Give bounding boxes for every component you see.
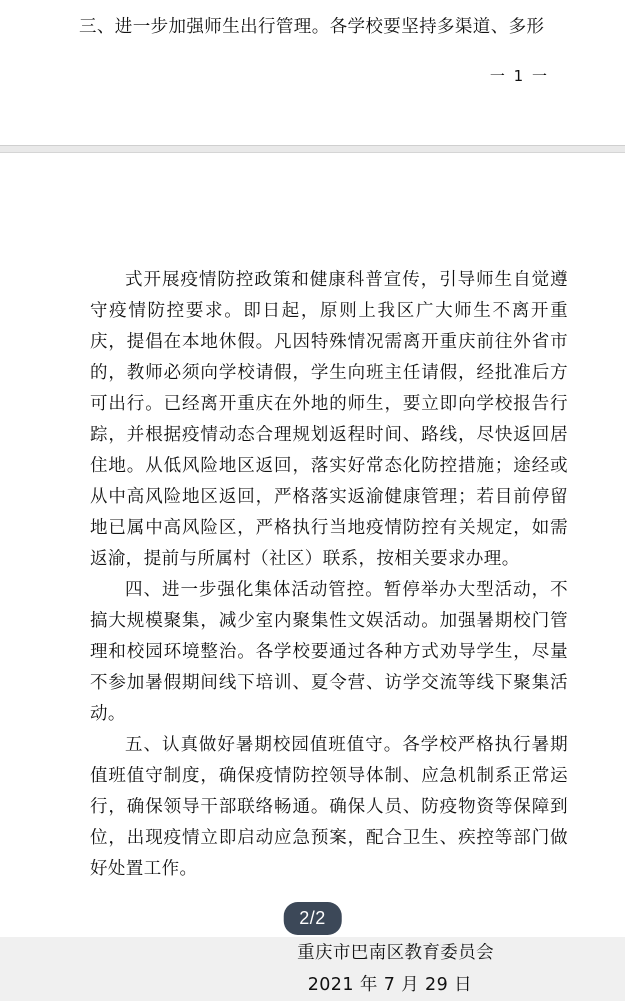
issuing-organization: 重庆市巴南区教育委员会: [297, 943, 494, 963]
previous-page-number: 一 1 一: [489, 67, 549, 85]
page-content: [0, 265, 625, 1001]
signature-block: [90, 937, 568, 1001]
issue-date: 2021 年 7 月 29 日: [307, 975, 472, 995]
previous-page-paragraph: 三、进一步加强师生出行管理。各学校要坚持多渠道、多形: [79, 17, 545, 37]
page-indicator-badge: 2/2: [283, 902, 342, 935]
paragraph-continuation: 式开展疫情防控政策和健康科普宣传，引导师生自觉遵守疫情防控要求。即日起，原则上我区广大师生不离开重庆，提倡在本地休假。凡因特殊情况需离开重庆前往外省市的，教师必须向学校请假，学生向班主任请假，经批准后方可出行。已经离开重庆在外地的师生，要立即向学校报告行踪，并根据疫情动态合理规划返程时间、路线，尽快返回居住地。从低风险地区返回，落实好常态化防控措施；途经或从中高风险地区返回，严格落实返渝健康管理；若目前停留地已属中高风险区，严格执行当地疫情防控有关规定，如需返渝，提前与所属村（社区）联系，按相关要求办理。: [90, 270, 568, 569]
page-top-margin: [0, 153, 625, 265]
previous-page-fragment: [0, 0, 625, 146]
paragraph-item-four: 四、进一步强化集体活动管控。暂停举办大型活动，不搞大规模聚集，减少室内聚集性文娱活动。加强暑期校门管理和校园环境整治。各学校要通过各种方式劝导学生，尽量不参加暑假期间线下培训、夏令营、访学交流等线下聚集活动。: [90, 580, 568, 724]
paragraph-item-five: 五、认真做好暑期校园值班值守。各学校严格执行暑期值班值守制度，确保疫情防控领导体制、应急机制系正常运行，确保领导干部联络畅通。确保人员、防疫物资等保障到位，出现疫情立即启动应急预案，配合卫生、疾控等部门做好处置工作。: [90, 735, 568, 879]
current-page: [0, 152, 625, 995]
